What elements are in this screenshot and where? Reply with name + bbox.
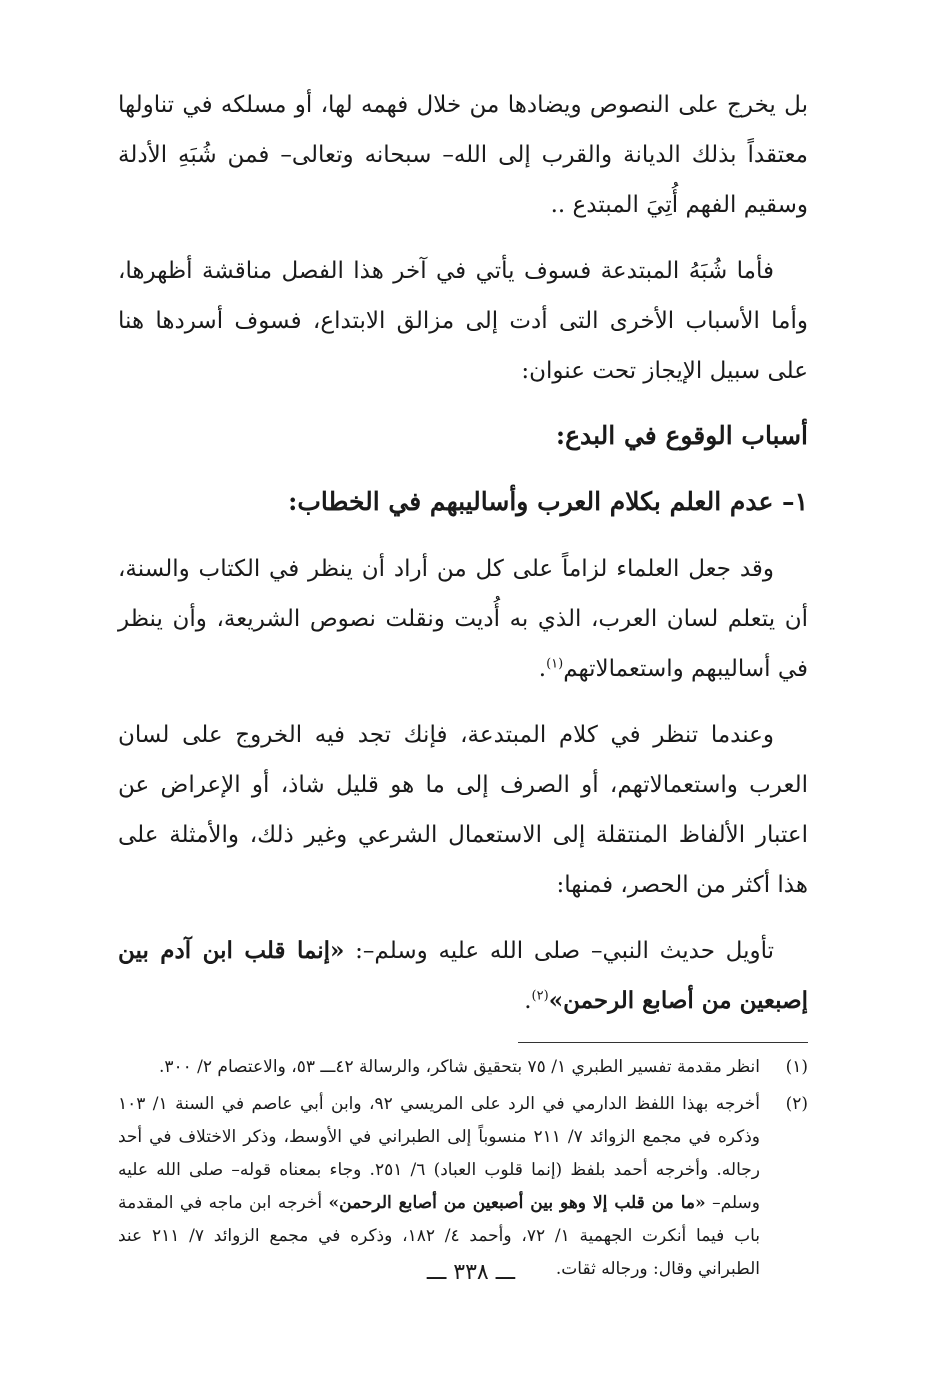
footnote-ref-1: (١) [546, 656, 564, 672]
hadith-quote: «إنما قلب ابن آدم بين إصبعين من أصابع الرحمن» [118, 937, 808, 1014]
footnote-number: (١) [785, 1057, 808, 1077]
paragraph-4: وعندما تنظر في كلام المبتدعة، فإنك تجد فيه الخروج على لسان العرب واستعمالاتهم، أو الصرف إلى ما هو قليل شاذ، أو الإعراض عن اعتبار الألفاظ المنتقلة إلى الاستعمال الشرعي وغير ذلك، والأمثلة على هذا أكثر من الحصر، فمنها: [118, 722, 808, 898]
footnote-number: (٢) [785, 1094, 808, 1114]
paragraph-5-end: . [524, 988, 532, 1014]
footnote-hadith-quote: «ما من قلب إلا وهو بين أصبعين من أصابع الرحمن» [328, 1193, 706, 1213]
footnote-text: انظر مقدمة تفسير الطبري ١/ ٧٥ بتحقيق شاكر، والرسالة ٤٢ـــ ٥٣، والاعتصام ٢/ ٣٠٠. [158, 1057, 760, 1077]
footnote-text [118, 1088, 760, 1286]
paragraph-2: فأما شُبَهُ المبتدعة فسوف يأتي في آخر هذا الفصل مناقشة أظهرها، وأما الأسباب الأخرى التى أدت إلى مزالق الابتداع، فسوف أسردها هنا على سبيل الإيجاز تحت عنوان: [118, 258, 808, 384]
footnote-text-part-a: أخرجه بهذا اللفظ الدارمي في الرد على المريسي ٩٢، وابن أبي عاصم في السنة ١/ ١٠٣ وذكره في مجمع الزوائد ٧/ ٢١١ منسوباً إلى الطبراني في الأوسط، وذكر الاختلاف في أحد رجاله. وأخرجه أحمد بلفظ (إنما قلوب العباد) ٦/ ٢٥١. وجاء بمعناه قوله– صلى الله عليه وسلم– [118, 1094, 760, 1213]
paragraph-3 [118, 544, 808, 694]
subsection-heading: ١– عدم العلم بكلام العرب وأساليبهم في الخطاب: [288, 487, 808, 516]
footnote-2 [118, 1088, 808, 1286]
paragraph-3-text: وقد جعل العلماء لزاماً على كل من أراد أن ينظر في الكتاب والسنة، أن يتعلم لسان العرب، الذي به أُديت ونقلت نصوص الشريعة، وأن ينظر في أساليبهم واستعمالاتهم [118, 556, 808, 682]
page-number: ـــ ٣٣٨ ـــ [426, 1260, 516, 1285]
paragraph-3-end: . [538, 656, 547, 682]
page-body [118, 80, 808, 1286]
paragraph-1: بل يخرج على النصوص ويضادها من خلال فهمه لها، أو مسلكه في تناولها معتقداً بذلك الديانة والقرب إلى الله– سبحانه وتعالى– فمن شُبَهِ الأدلة وسقيم الفهم أُتِيَ المبتدع .. [118, 92, 808, 218]
paragraph-5 [118, 926, 808, 1026]
section-heading: أسباب الوقوع في البدع: [555, 421, 808, 450]
footnote-ref-2: (٢) [531, 988, 549, 1004]
footnote-1 [118, 1051, 808, 1084]
paragraph-5-intro: تأويل حديث النبي– صلى الله عليه وسلم–: [344, 938, 774, 964]
footnote-divider [518, 1042, 808, 1043]
footnote-text-part-b: أخرجه ابن ماجه في المقدمة باب فيما أنكرت الجهمية ١/ ٧٢، وأحمد ٤/ ١٨٢، وذكره في مجمع الزوائد ٧/ ٢١١ عند الطبراني وقال: ورجاله ثقات. [118, 1193, 760, 1279]
footnotes [118, 1051, 808, 1286]
